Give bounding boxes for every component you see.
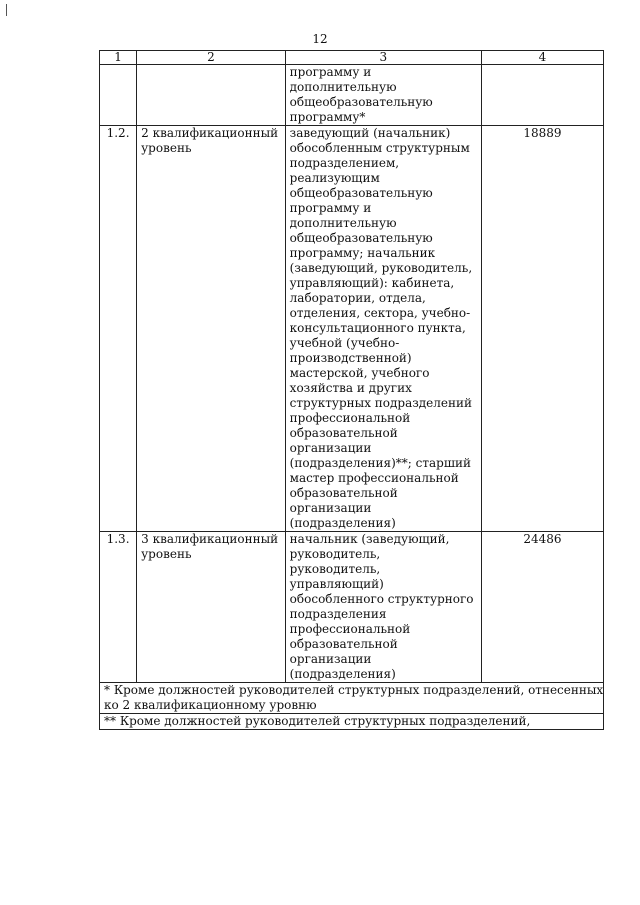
- qualification-level-line: уровень: [141, 141, 192, 155]
- position-line: программу*: [289, 110, 366, 124]
- column-header: 4: [481, 51, 603, 65]
- position-line: профессиональной: [289, 411, 411, 425]
- position-line: производственной): [289, 351, 412, 365]
- position-line: образовательной: [289, 426, 398, 440]
- position-line: руководитель,: [289, 547, 381, 561]
- position-line: начальник (заведующий,: [289, 532, 450, 546]
- qualification-level-cell: [137, 65, 286, 126]
- position-line: профессиональной: [289, 622, 411, 636]
- qualification-level-line: 3 квалификационный: [141, 532, 279, 546]
- footnote-line: ко 2 квалификационному уровню: [104, 698, 317, 712]
- column-header: 2: [137, 51, 286, 65]
- position-line: организации: [289, 652, 372, 666]
- position-line: подразделением,: [289, 156, 400, 170]
- position-line: руководитель,: [289, 562, 381, 576]
- position-line: программу и: [289, 201, 372, 215]
- position-line: образовательной: [289, 486, 398, 500]
- footnote-line: * Кроме должностей руководителей структурных подразделений, отнесенных: [104, 683, 604, 697]
- qualification-level-cell: [137, 126, 286, 532]
- position-line: реализующим: [289, 171, 380, 185]
- table-header-row: [100, 51, 604, 65]
- position-line: организации: [289, 441, 372, 455]
- position-line: обособленным структурным: [289, 141, 470, 155]
- salary-cell: [481, 65, 603, 126]
- footnote-cell: [100, 683, 604, 714]
- position-line: заведующий (начальник): [289, 126, 451, 140]
- position-line: отделения, сектора, учебно-: [289, 306, 471, 320]
- table-row: [100, 532, 604, 683]
- page-number: 12: [312, 32, 328, 46]
- qualification-level-cell: [137, 532, 286, 683]
- scan-mark: [6, 4, 7, 16]
- position-line: учебной (учебно-: [289, 336, 400, 350]
- row-number-cell: [100, 65, 137, 126]
- column-header: 1: [100, 51, 137, 65]
- position-line: образовательной: [289, 637, 398, 651]
- position-line: подразделения: [289, 607, 387, 621]
- footnote-row: [100, 714, 604, 730]
- position-line: управляющий): [289, 577, 384, 591]
- position-line: мастерской, учебного: [289, 366, 430, 380]
- column-header: 3: [285, 51, 481, 65]
- footnote-row: [100, 683, 604, 714]
- salary-cell: 18889: [481, 126, 603, 532]
- position-line: мастер профессиональной: [289, 471, 459, 485]
- position-line: (подразделения): [289, 516, 396, 530]
- row-number-cell: 1.2.: [100, 126, 137, 532]
- position-line: консультационного пункта,: [289, 321, 466, 335]
- position-line: (подразделения): [289, 667, 396, 681]
- qualification-level-line: уровень: [141, 547, 192, 561]
- position-line: обособленного структурного: [289, 592, 474, 606]
- position-line: дополнительную: [289, 80, 397, 94]
- position-line: программу; начальник: [289, 246, 436, 260]
- position-line: организации: [289, 501, 372, 515]
- positions-cell: [285, 126, 481, 532]
- position-line: (заведующий, руководитель,: [289, 261, 473, 275]
- position-line: структурных подразделений: [289, 396, 472, 410]
- qualification-table: [99, 50, 604, 730]
- position-line: лаборатории, отдела,: [289, 291, 426, 305]
- positions-cell: [285, 532, 481, 683]
- table-row: [100, 126, 604, 532]
- table-row: [100, 65, 604, 126]
- position-line: дополнительную: [289, 216, 397, 230]
- positions-cell: [285, 65, 481, 126]
- position-line: хозяйства и других: [289, 381, 412, 395]
- position-line: общеобразовательную: [289, 231, 433, 245]
- salary-cell: 24486: [481, 532, 603, 683]
- position-line: общеобразовательную: [289, 95, 433, 109]
- footnote-line: ** Кроме должностей руководителей структурных подразделений,: [104, 714, 531, 728]
- position-line: программу и: [289, 65, 372, 79]
- position-line: общеобразовательную: [289, 186, 433, 200]
- row-number-cell: 1.3.: [100, 532, 137, 683]
- qualification-level-line: 2 квалификационный: [141, 126, 279, 140]
- position-line: управляющий): кабинета,: [289, 276, 455, 290]
- footnote-cell: [100, 714, 604, 730]
- position-line: (подразделения)**; старший: [289, 456, 472, 470]
